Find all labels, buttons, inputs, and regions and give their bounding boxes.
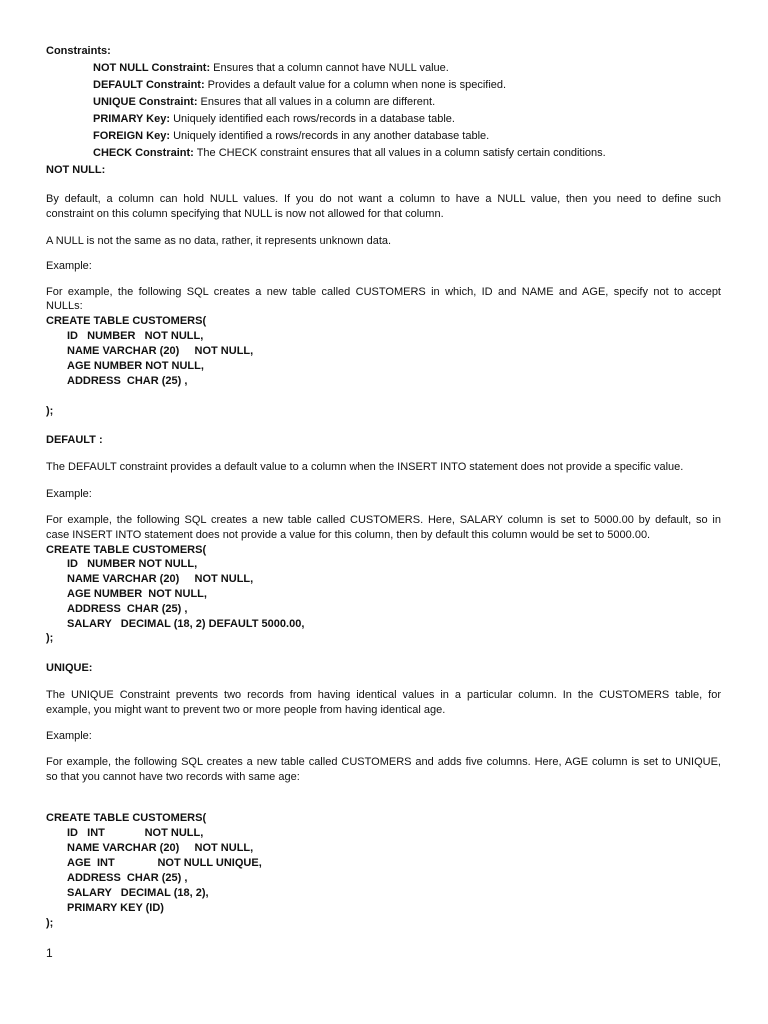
paragraph-line: NULLs: bbox=[46, 300, 83, 312]
code-line: ID NUMBER NOT NULL, bbox=[67, 330, 204, 342]
code-line: CREATE TABLE CUSTOMERS( bbox=[46, 544, 207, 556]
code-line: ADDRESS CHAR (25) , bbox=[67, 375, 188, 387]
code-line: AGE NUMBER NOT NULL, bbox=[67, 360, 204, 372]
code-line: ID NUMBER NOT NULL, bbox=[67, 558, 198, 570]
paragraph-line: For example, the following SQL creates a new table called CUSTOMERS in which, ID and NAME and AGE, specify not to accept bbox=[46, 286, 721, 298]
constraint-desc: Uniquely identified each rows/records in a database table. bbox=[170, 113, 455, 125]
constraint-desc: Uniquely identified a rows/records in any another database table. bbox=[170, 130, 490, 142]
section-heading-unique: UNIQUE: bbox=[46, 662, 93, 674]
code-line: ADDRESS CHAR (25) , bbox=[67, 603, 188, 615]
constraint-name: CHECK Constraint: bbox=[93, 147, 194, 159]
code-line: SALARY DECIMAL (18, 2) DEFAULT 5000.00, bbox=[67, 618, 305, 630]
section-heading-default: DEFAULT : bbox=[46, 434, 103, 446]
code-line: AGE NUMBER NOT NULL, bbox=[67, 588, 207, 600]
paragraph-line: For example, the following SQL creates a new table called CUSTOMERS. Here, SALARY column is set to 5000.00 by default, so in bbox=[46, 514, 721, 526]
code-line: SALARY DECIMAL (18, 2), bbox=[67, 887, 209, 899]
constraint-name: DEFAULT Constraint: bbox=[93, 79, 205, 91]
constraint-item bbox=[93, 61, 449, 76]
paragraph-line: so that you cannot have two records with same age: bbox=[46, 771, 300, 783]
constraint-item bbox=[93, 146, 606, 161]
code-line: CREATE TABLE CUSTOMERS( bbox=[46, 812, 207, 824]
paragraph: The DEFAULT constraint provides a default value to a column when the INSERT INTO statement does not provide a specific value. bbox=[46, 461, 684, 473]
paragraph: A NULL is not the same as no data, rather, it represents unknown data. bbox=[46, 235, 392, 247]
constraint-name: UNIQUE Constraint: bbox=[93, 96, 198, 108]
constraint-desc: Ensures that a column cannot have NULL value. bbox=[210, 62, 449, 74]
code-line: NAME VARCHAR (20) NOT NULL, bbox=[67, 345, 254, 357]
constraint-desc: Provides a default value for a column when none is specified. bbox=[204, 79, 507, 91]
constraint-desc: The CHECK constraint ensures that all values in a column satisfy certain conditions. bbox=[193, 147, 606, 159]
example-label: Example: bbox=[46, 260, 92, 272]
page-number: 1 bbox=[46, 946, 53, 960]
section-title: Constraints: bbox=[46, 45, 111, 57]
paragraph-line: example, you might want to prevent two or more people from having identical age. bbox=[46, 704, 446, 716]
code-line: PRIMARY KEY (ID) bbox=[67, 902, 164, 914]
code-line: NAME VARCHAR (20) NOT NULL, bbox=[67, 842, 254, 854]
constraint-item bbox=[93, 112, 455, 127]
paragraph-line: For example, the following SQL creates a new table called CUSTOMERS and adds five columns. Here, AGE column is set to UNIQUE, bbox=[46, 756, 721, 768]
example-label: Example: bbox=[46, 488, 92, 500]
code-line: ADDRESS CHAR (25) , bbox=[67, 872, 188, 884]
code-line: ID INT NOT NULL, bbox=[67, 827, 204, 839]
code-line: ); bbox=[46, 405, 54, 417]
constraint-item bbox=[93, 78, 506, 93]
example-label: Example: bbox=[46, 730, 92, 742]
code-line: ); bbox=[46, 917, 54, 929]
constraint-desc: Ensures that all values in a column are different. bbox=[197, 96, 436, 108]
paragraph-line: By default, a column can hold NULL values. If you do not want a column to have a NULL value, then you need to define such bbox=[46, 193, 721, 205]
code-line: NAME VARCHAR (20) NOT NULL, bbox=[67, 573, 254, 585]
paragraph-line: constraint on this column specifying that NULL is now not allowed for that column. bbox=[46, 208, 444, 220]
paragraph-line: The UNIQUE Constraint prevents two records from having identical values in a particular column. In the CUSTOMERS table, for bbox=[46, 689, 721, 701]
constraint-item bbox=[93, 95, 435, 110]
code-line: ); bbox=[46, 632, 54, 644]
paragraph-line: case INSERT INTO statement does not provide a value for this column, then by default this column would be set to 5000.00. bbox=[46, 529, 651, 541]
code-line: CREATE TABLE CUSTOMERS( bbox=[46, 315, 207, 327]
code-line: AGE INT NOT NULL UNIQUE, bbox=[67, 857, 262, 869]
constraint-name: PRIMARY Key: bbox=[93, 113, 171, 125]
constraint-item bbox=[93, 129, 489, 144]
constraint-name: FOREIGN Key: bbox=[93, 130, 171, 142]
section-heading-not-null: NOT NULL: bbox=[46, 164, 106, 176]
constraint-name: NOT NULL Constraint: bbox=[93, 62, 211, 74]
